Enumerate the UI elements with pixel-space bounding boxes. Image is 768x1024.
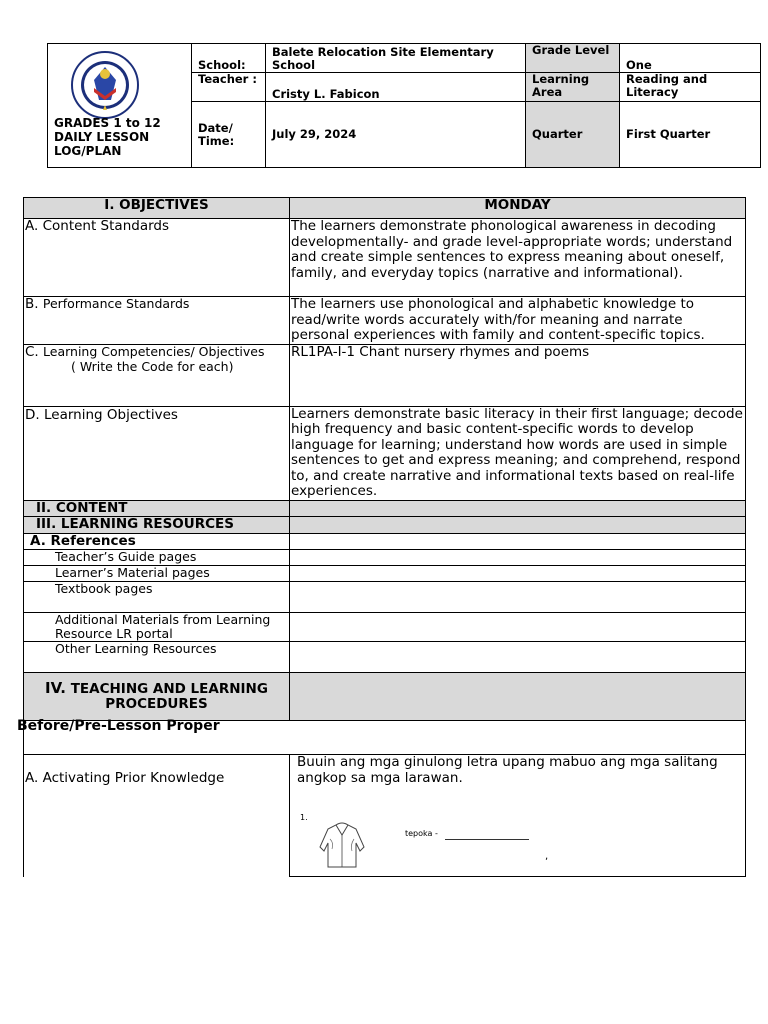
learning-objectives-label: D. Learning Objectives [24,406,290,500]
quarter-value: First Quarter [620,102,761,168]
comma-mark: , [545,851,549,862]
activating-label: A. Activating Prior Knowledge [24,755,290,877]
date-value: July 29, 2024 [266,102,526,168]
answer-line [445,839,529,840]
procedures-label: IV. TEACHING AND LEARNING PROCEDURES [24,673,290,721]
competencies-label: C. Learning Competencies/ Objectives ( Write the Code for each) [24,344,290,406]
teacher-value: Cristy L. Fabicon [266,73,526,102]
item-number: 1. [300,813,308,822]
additional-value [290,613,746,642]
area-label: Learning Area [526,73,620,102]
lm-value [290,566,746,582]
grade-label: Grade Level [526,44,620,73]
lm-label: Learner’s Material pages [24,566,290,582]
tg-value [290,550,746,566]
jacket-drawing-icon [314,819,376,871]
pre-lesson-label: Before/Pre-Lesson Proper [17,718,220,734]
competencies-value: RL1PA-I-1 Chant nursery rhymes and poems [290,344,746,406]
tg-label: Teacher’s Guide pages [24,550,290,566]
dll-title: GRADES 1 to 12 DAILY LESSON LOG/PLAN [54,116,161,158]
teacher-label: Teacher : [192,73,266,102]
resources-value [290,517,746,534]
references-value [290,533,746,550]
scrambled-word: tepoka - [405,829,438,838]
monday-header: MONDAY [290,198,746,219]
date-label: Date/ Time: [192,102,266,168]
header-table [47,43,761,168]
area-value: Reading and Literacy [620,73,761,102]
performance-standards-label: B. Performance Standards [24,297,290,345]
other-label: Other Learning Resources [24,642,290,673]
additional-label: Additional Materials from Learning Resource LR portal [24,613,290,642]
title-cell [48,44,192,168]
textbook-value [290,582,746,613]
grade-value: One [620,44,761,73]
references-label: A. References [24,533,290,550]
content-standards-label: A. Content Standards [24,219,290,297]
content-value [290,500,746,517]
school-label: School: [192,44,266,73]
school-value: Balete Relocation Site Elementary School [266,44,526,73]
other-value [290,642,746,673]
activating-instruction: Buuin ang mga ginulong letra upang mabuo ang mga salitang angkop sa mga larawan. [297,754,718,786]
learning-objectives-value: Learners demonstrate basic literacy in their first language; decode high frequency and basic content-specific words to develop language for learning; understand how words are used in simple sentences to get and express meaning; and comprehend, respond to, and create narrative and informational texts based on real-life experiences. [290,406,746,500]
resources-label: III. LEARNING RESOURCES [24,517,290,534]
quarter-label: Quarter [526,102,620,168]
textbook-label: Textbook pages [24,582,290,613]
performance-standards-value: The learners use phonological and alphabetic knowledge to read/write words accurately with/for meaning and narrate personal experiences with family and content-specific topics. [290,297,746,345]
lesson-table [23,197,746,877]
content-standards-value: The learners demonstrate phonological awareness in decoding developmentally- and grade level-appropriate words; understand and create simple sentences to express meaning about oneself, family, and everyday topics (narrative and informational). [290,219,746,297]
content-label: II. CONTENT [24,500,290,517]
deped-seal-icon [70,50,140,120]
objectives-header: I. OBJECTIVES [24,198,290,219]
procedures-value [290,673,746,721]
item-1-picture [300,815,560,873]
